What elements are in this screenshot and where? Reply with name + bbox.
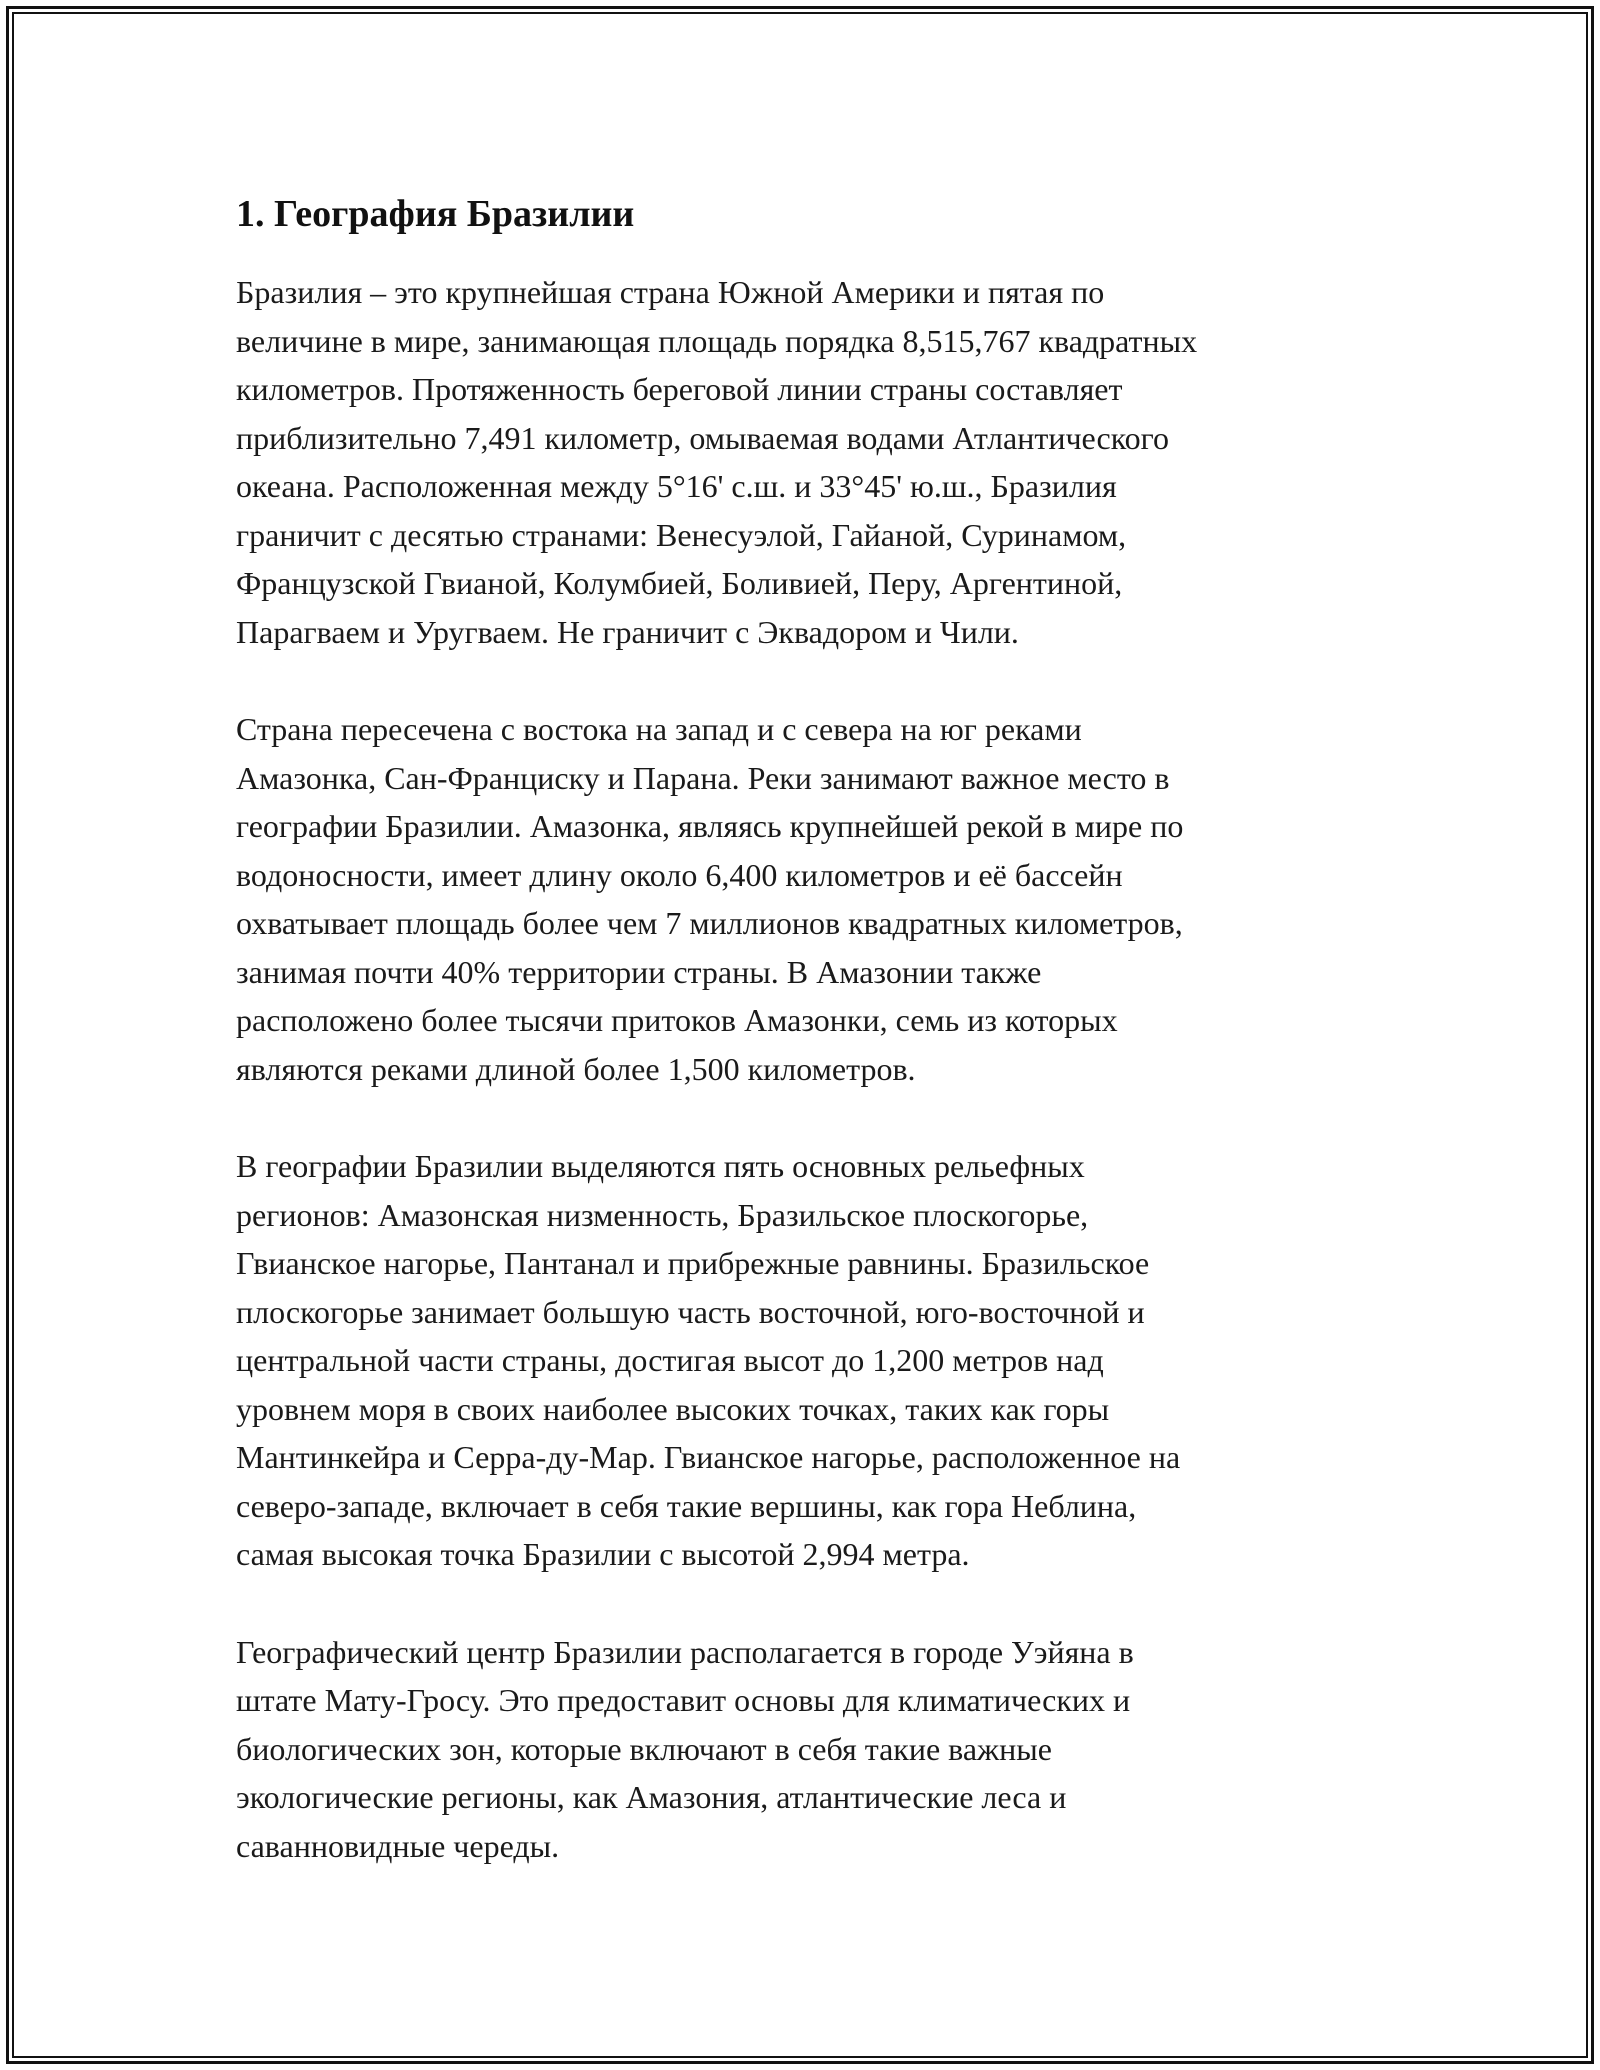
text-line: Бразилия – это крупнейшая страна Южной Америки и пятая по — [236, 274, 1105, 310]
text-line: являются реками длиной более 1,500 километров. — [236, 1050, 916, 1087]
text-line: километров. Протяженность береговой линии страны составляет — [236, 371, 1123, 407]
text-line: центральной части страны, достигая высот до 1,200 метров над — [236, 1342, 1104, 1378]
text-line: уровнем моря в своих наиболее высоких точках, таких как горы — [236, 1390, 1110, 1427]
text-line: занимая почти 40% территории страны. В Амазонии также — [236, 953, 1042, 990]
text-line: расположено более тысячи притоков Амазонки, семь из которых — [236, 1002, 1118, 1038]
text-line: водоносности, имеет длину около 6,400 километров и её бассейн — [236, 856, 1123, 893]
text-line: саванновидные череды. — [236, 1827, 560, 1864]
text-line: океана. Расположенная между 5°16' с.ш. и 33°45' ю.ш., Бразилия — [236, 468, 1117, 504]
text-line: величине в мире, занимающая площадь порядка 8,515,767 квадратных — [236, 322, 1198, 359]
text-line: штате Мату-Гросу. Это предоставит основы для климатических и — [236, 1682, 1131, 1718]
text-line: охватывает площадь более чем 7 миллионов квадратных километров, — [236, 905, 1183, 941]
text-line: Мантинкейра и Серра-ду-Мар. Гвианское нагорье, расположенное на — [236, 1439, 1181, 1475]
document-body — [236, 186, 1376, 1919]
paragraph-1 — [236, 268, 1376, 656]
text-line: географии Бразилии. Амазонка, являясь крупнейшей рекой в мире по — [236, 808, 1184, 844]
text-line: Парагваем и Уругваем. Не граничит с Эквадором и Чили. — [236, 613, 1019, 650]
text-line: Гвианское нагорье, Пантанал и прибрежные равнины. Бразильское — [236, 1245, 1150, 1281]
text-line: Французской Гвианой, Колумбией, Боливией, Перу, Аргентиной, — [236, 565, 1123, 601]
text-line: Страна пересечена с востока на запад и с севера на юг реками — [236, 711, 1082, 747]
text-line: граничит с десятью странами: Венесуэлой, Гайаной, Суринамом, — [236, 516, 1127, 553]
text-line: самая высокая точка Бразилии с высотой 2,994 метра. — [236, 1536, 970, 1572]
text-line: Амазонка, Сан-Франциску и Парана. Реки занимают важное место в — [236, 759, 1170, 796]
text-line: приблизительно 7,491 километр, омываемая водами Атлантического — [236, 419, 1169, 456]
paragraph-4 — [236, 1628, 1376, 1871]
text-line: регионов: Амазонская низменность, Бразильское плоскогорье, — [236, 1196, 1089, 1233]
paragraph-3 — [236, 1142, 1376, 1579]
paragraph-2 — [236, 705, 1376, 1093]
text-line: северо-западе, включает в себя такие вершины, как гора Неблина, — [236, 1487, 1137, 1524]
text-line: экологические регионы, как Амазония, атлантические леса и — [236, 1779, 1067, 1815]
text-line: плоскогорье занимает большую часть восточной, юго-восточной и — [236, 1293, 1145, 1330]
section-heading: 1. География Бразилии — [236, 193, 635, 235]
text-line: Географический центр Бразилии располагается в городе Уэйяна в — [236, 1633, 1134, 1670]
text-line: В географии Бразилии выделяются пять основных рельефных — [236, 1148, 1085, 1184]
text-line: биологических зон, которые включают в себя такие важные — [236, 1730, 1052, 1767]
